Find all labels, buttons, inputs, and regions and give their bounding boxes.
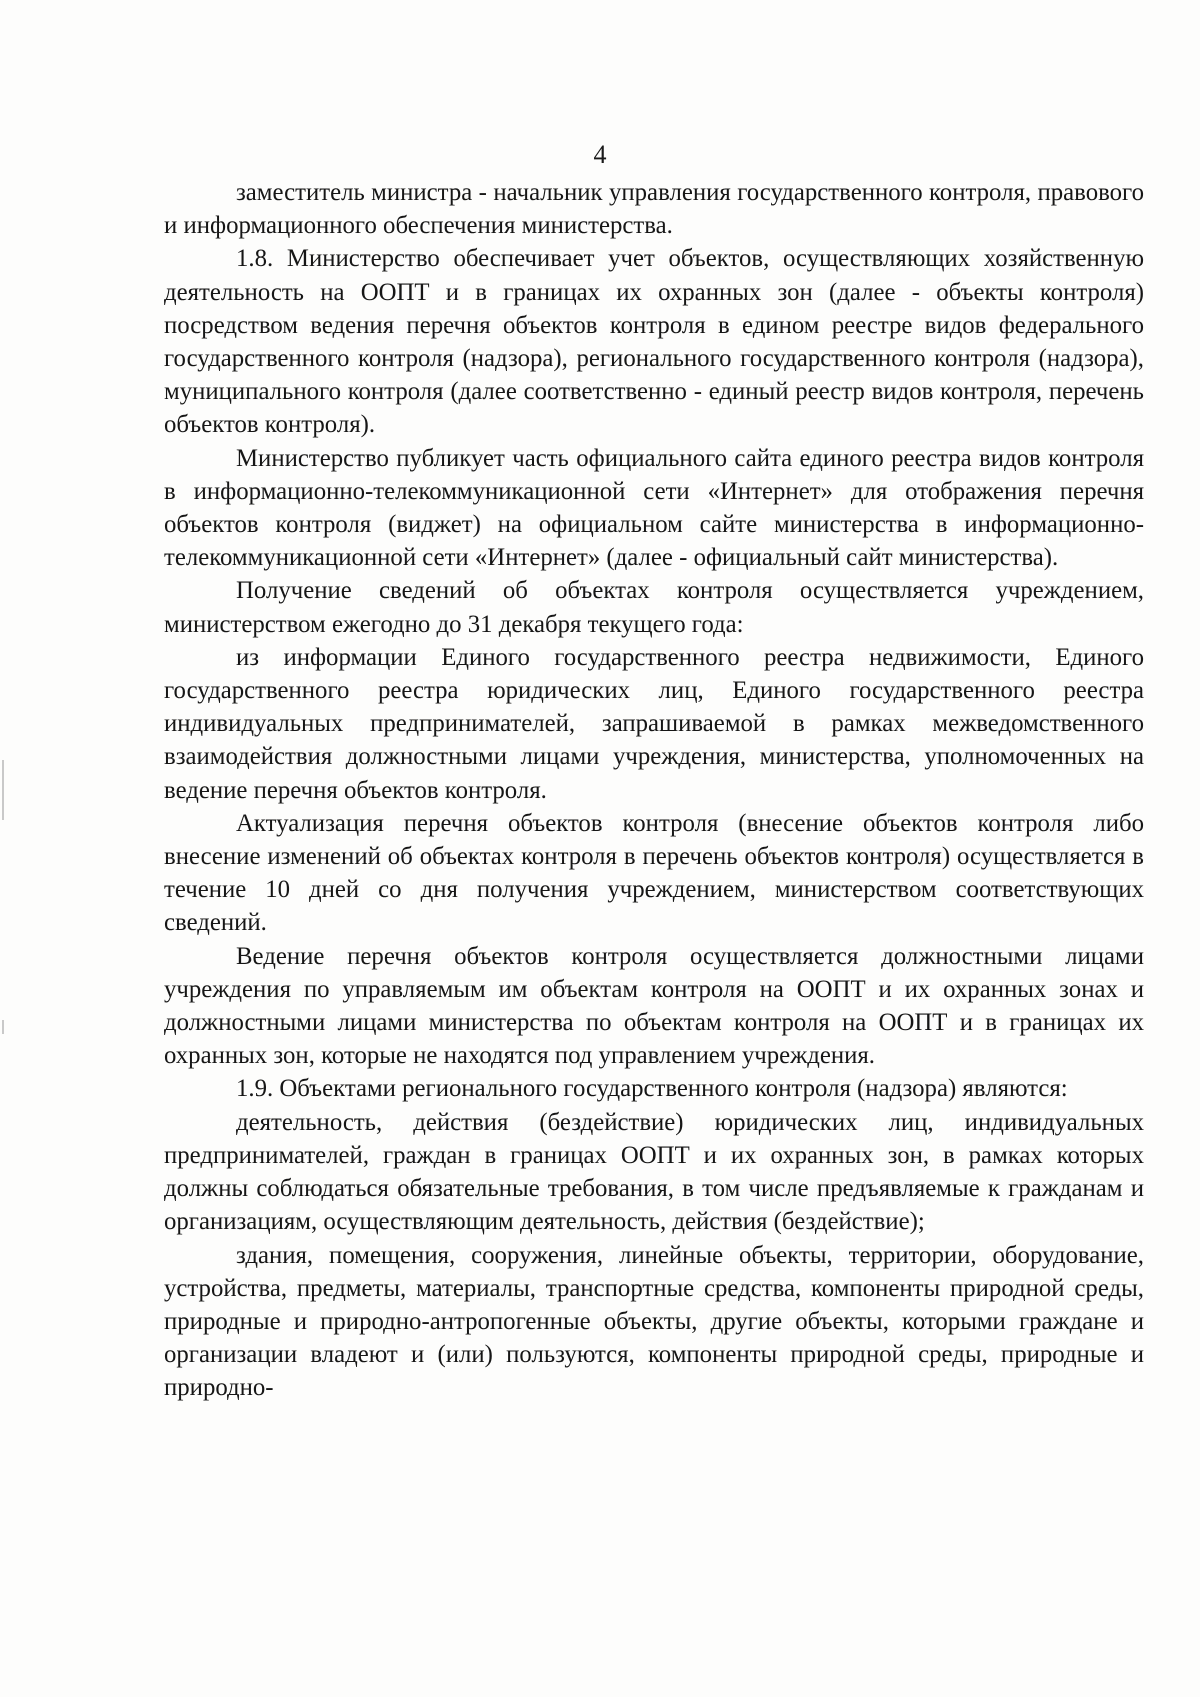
paragraph: 1.9. Объектами регионального государственного контроля (надзора) являются: — [236, 1075, 1068, 1103]
scan-edge-mark — [2, 760, 4, 820]
paragraph: Актуализация перечня объектов контроля (внесение объектов контроля либо внесение изменений об объектах контроля в перечень объектов контроля) осуществляется в течение 10 дней со дня получения учреждением, министерством соответствующих сведений. — [164, 809, 1144, 937]
paragraph: из информации Единого государственного реестра недвижимости, Единого государственного реестра юридических лиц, Единого государственного реестра индивидуальных предпринимателей, запрашиваемой в рамках межведомственного взаимодействия должностными лицами учреждения, министерства, уполномоченных на ведение перечня объектов контроля. — [164, 643, 1144, 804]
paragraph: заместитель министра - начальник управления государственного контроля, правового и информационного обеспечения министерства. — [164, 179, 1144, 240]
paragraph: 1.8. Министерство обеспечивает учет объектов, осуществляющих хозяйственную деятельность на ООПТ и в границах их охранных зон (далее - объекты контроля) посредством ведения перечня объектов контроля в едином реестре видов федерального государственного контроля (надзора), регионального государственного контроля (надзора), муниципального контроля (далее соответственно - единый реестр видов контроля, перечень объектов контроля). — [164, 245, 1144, 439]
paragraph: Ведение перечня объектов контроля осуществляется должностными лицами учреждения по управляемым им объектам контроля на ООПТ и их охранных зонах и должностными лицами министерства по объектам контроля на ООПТ и в границах их охранных зон, которые не находятся под управлением учреждения. — [164, 942, 1144, 1070]
paragraph: Получение сведений об объектах контроля осуществляется учреждением, министерством ежегодно до 31 декабря текущего года: — [164, 577, 1144, 638]
paragraph: Министерство публикует часть официального сайта единого реестра видов контроля в информационно-телекоммуникационной сети «Интернет» для отображения перечня объектов контроля (виджет) на официальном сайте министерства в информационно-телекоммуникационной сети «Интернет» (далее - официальный сайт министерства). — [164, 444, 1144, 572]
scan-edge-mark — [2, 1020, 4, 1034]
document-body — [164, 176, 1144, 1405]
paragraph: здания, помещения, сооружения, линейные объекты, территории, оборудование, устройства, предметы, материалы, транспортные средства, компоненты природной среды, природные и природно-антропогенные объекты, другие объекты, которыми граждане и организации владеют и (или) пользуются, компоненты природной среды, природные и природно- — [164, 1241, 1144, 1402]
page-number: 4 — [593, 140, 607, 169]
paragraph: деятельность, действия (бездействие) юридических лиц, индивидуальных предпринимателей, граждан в границах ООПТ и их охранных зон, в рамках которых должны соблюдаться обязательные требования, в том числе предъявляемые к гражданам и организациям, осуществляющим деятельность, действия (бездействие); — [164, 1108, 1144, 1236]
